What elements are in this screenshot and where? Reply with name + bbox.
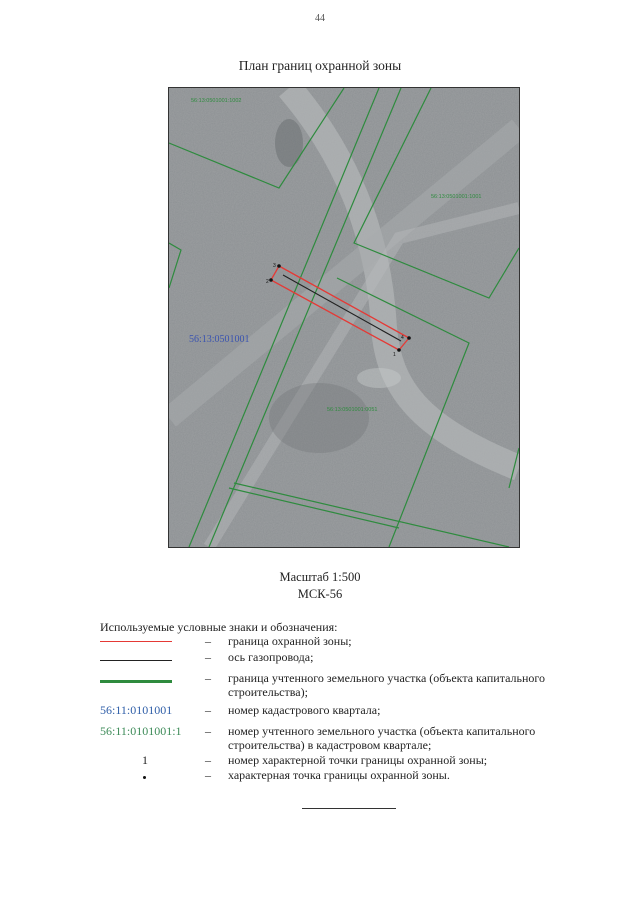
point-label: 4	[401, 335, 404, 341]
light-patch	[357, 368, 401, 388]
legend-code: 1	[142, 753, 148, 767]
dark-patch	[275, 119, 303, 167]
legend-dash: –	[205, 671, 211, 685]
legend-description: номер характерной точки границы охранной зоны;	[228, 753, 488, 767]
boundary-point	[277, 264, 281, 268]
legend-description: граница учтенного земельного участка (объекта капитального строительства);	[228, 671, 546, 699]
legend-description: характерная точка границы охранной зоны.	[228, 768, 450, 782]
legend-symbol	[100, 671, 192, 685]
scale-label: Масштаб 1:500	[279, 570, 361, 584]
point-label: 2	[266, 279, 269, 285]
legend-dash: –	[205, 724, 211, 738]
plan-title: План границ охранной зоны	[238, 58, 402, 73]
footer-separator	[302, 808, 396, 809]
legend-dash: –	[205, 634, 211, 648]
legend-dash: –	[205, 650, 211, 664]
legend-description: номер учтенного земельного участка (объекта капитального строительства) в кадастровом квартале;	[228, 724, 536, 752]
legend-dash: –	[205, 703, 211, 717]
parcel-number: 56:13:0501001:0051	[327, 407, 378, 413]
legend-description: номер кадастрового квартала;	[228, 703, 381, 717]
parcel-number: 56:13:0501001:1001	[431, 194, 482, 200]
boundary-point	[397, 348, 401, 352]
scale-block	[0, 569, 640, 603]
legend-symbol	[100, 650, 192, 664]
boundary-point	[269, 278, 273, 282]
legend-dash: –	[205, 753, 211, 767]
legend-title: Используемые условные знаки и обозначения:	[100, 620, 338, 634]
legend-description: граница охранной зоны;	[228, 634, 352, 648]
boundary-point	[407, 336, 411, 340]
legend-dash: –	[205, 768, 211, 782]
point-label: 3	[273, 263, 276, 269]
point-dot-icon	[143, 776, 146, 779]
legend-code: 56:11:0101001	[100, 703, 173, 717]
cadastral-map	[168, 87, 520, 548]
point-label: 1	[393, 352, 396, 358]
page-number: 44	[315, 13, 325, 24]
quarter-number: 56:13:0501001	[189, 334, 250, 345]
crs-label: МСК-56	[297, 587, 343, 601]
parcel-number: 56:13:0501001:1002	[191, 98, 242, 104]
legend-description: ось газопровода;	[228, 650, 314, 664]
dark-patch	[269, 383, 369, 453]
map-svg	[169, 88, 519, 547]
legend-code: 56:11:0101001:1	[100, 724, 182, 738]
legend-symbol	[100, 634, 192, 648]
